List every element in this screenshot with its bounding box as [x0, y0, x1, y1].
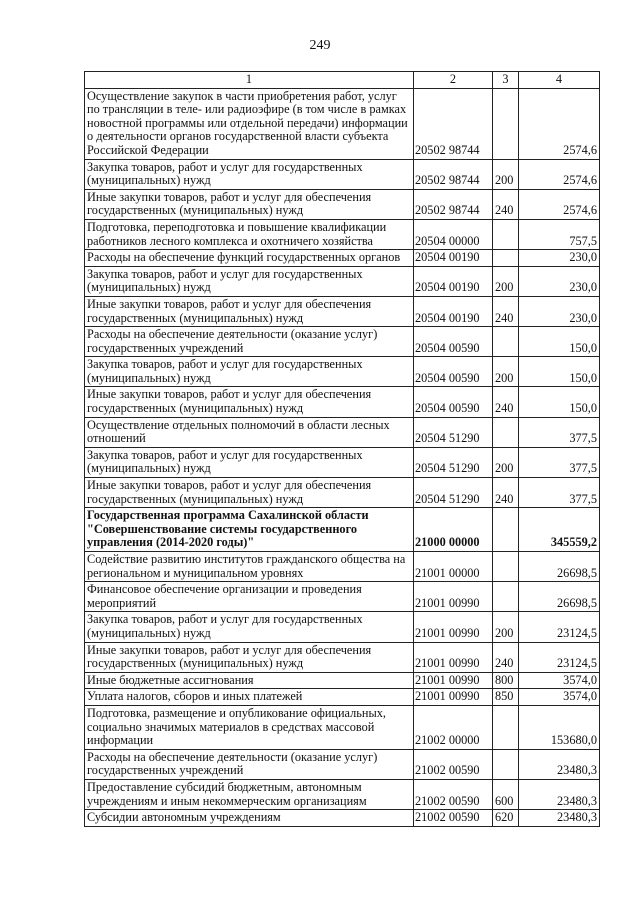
page-number: 249: [309, 38, 331, 53]
row-expense-type: [493, 749, 519, 779]
table-row: [85, 689, 600, 706]
row-sum: 153680,0: [519, 705, 600, 749]
row-code: 20504 51290: [414, 447, 493, 477]
row-code: 20502 98744: [414, 189, 493, 219]
row-expense-type: 240: [493, 642, 519, 672]
row-expense-type: [493, 327, 519, 357]
row-sum: 3574,0: [519, 672, 600, 689]
row-expense-type: 240: [493, 478, 519, 508]
row-expense-type: [493, 552, 519, 582]
row-name: Иные закупки товаров, работ и услуг для обеспечения государственных (муниципальных) нужд: [85, 642, 414, 672]
row-sum: 345559,2: [519, 508, 600, 552]
row-sum: 23480,3: [519, 810, 600, 827]
row-code: 21002 00590: [414, 749, 493, 779]
table-row: [85, 296, 600, 326]
row-sum: 23124,5: [519, 612, 600, 642]
row-expense-type: 200: [493, 159, 519, 189]
row-name: Осуществление закупок в части приобретения работ, услуг по трансляции в теле- или радиоэфире (в том числе в рамках новостной программы или отдельной передачи) информации о деятельности органов государственной власти субъекта Российской Федерации: [85, 88, 414, 159]
row-name: Иные бюджетные ассигнования: [85, 672, 414, 689]
row-code: 20504 00190: [414, 296, 493, 326]
row-code: 20504 00000: [414, 219, 493, 249]
row-sum: 377,5: [519, 478, 600, 508]
row-sum: 377,5: [519, 417, 600, 447]
header-col-2: 2: [414, 72, 493, 89]
row-sum: 150,0: [519, 327, 600, 357]
row-code: 21001 00990: [414, 582, 493, 612]
row-sum: 23480,3: [519, 779, 600, 809]
header-col-1: 1: [85, 72, 414, 89]
row-expense-type: 200: [493, 266, 519, 296]
row-expense-type: 800: [493, 672, 519, 689]
row-code: 20504 00190: [414, 266, 493, 296]
row-name: Иные закупки товаров, работ и услуг для обеспечения государственных (муниципальных) нужд: [85, 478, 414, 508]
row-expense-type: 240: [493, 296, 519, 326]
row-code: 20504 00590: [414, 387, 493, 417]
row-sum: 23480,3: [519, 749, 600, 779]
row-expense-type: 200: [493, 612, 519, 642]
row-expense-type: 200: [493, 357, 519, 387]
row-name: Субсидии автономным учреждениям: [85, 810, 414, 827]
row-expense-type: 240: [493, 387, 519, 417]
table-row: [85, 159, 600, 189]
header-col-4: 4: [519, 72, 600, 89]
table-row: [85, 357, 600, 387]
row-name: Расходы на обеспечение деятельности (оказание услуг) государственных учреждений: [85, 749, 414, 779]
table-row: [85, 642, 600, 672]
table-row: [85, 266, 600, 296]
row-name: Уплата налогов, сборов и иных платежей: [85, 689, 414, 706]
table-row: [85, 250, 600, 267]
table-row: [85, 749, 600, 779]
row-sum: 26698,5: [519, 582, 600, 612]
row-code: 20504 51290: [414, 417, 493, 447]
table-row: [85, 88, 600, 159]
row-sum: 2574,6: [519, 159, 600, 189]
table-row: [85, 779, 600, 809]
row-sum: 230,0: [519, 266, 600, 296]
row-name: Расходы на обеспечение деятельности (оказание услуг) государственных учреждений: [85, 327, 414, 357]
row-sum: 2574,6: [519, 88, 600, 159]
table-body: [85, 88, 600, 826]
row-expense-type: [493, 508, 519, 552]
table-row: [85, 478, 600, 508]
row-code: 21001 00990: [414, 612, 493, 642]
row-sum: 3574,0: [519, 689, 600, 706]
row-expense-type: [493, 705, 519, 749]
table-row: [85, 387, 600, 417]
row-code: 21002 00590: [414, 810, 493, 827]
row-code: 21001 00000: [414, 552, 493, 582]
row-code: 20502 98744: [414, 88, 493, 159]
row-expense-type: [493, 219, 519, 249]
row-sum: 377,5: [519, 447, 600, 477]
row-name: Закупка товаров, работ и услуг для государственных (муниципальных) нужд: [85, 266, 414, 296]
table-row: [85, 189, 600, 219]
row-name: Закупка товаров, работ и услуг для государственных (муниципальных) нужд: [85, 612, 414, 642]
row-expense-type: [493, 88, 519, 159]
row-sum: 230,0: [519, 250, 600, 267]
table-row: [85, 508, 600, 552]
row-sum: 150,0: [519, 387, 600, 417]
row-name: Иные закупки товаров, работ и услуг для обеспечения государственных (муниципальных) нужд: [85, 296, 414, 326]
row-expense-type: [493, 417, 519, 447]
row-code: 20502 98744: [414, 159, 493, 189]
row-sum: 757,5: [519, 219, 600, 249]
row-name: Подготовка, переподготовка и повышение квалификации работников лесного комплекса и охотничего хозяйства: [85, 219, 414, 249]
row-code: 21002 00590: [414, 779, 493, 809]
header-col-3: 3: [493, 72, 519, 89]
row-code: 20504 00590: [414, 357, 493, 387]
row-sum: 150,0: [519, 357, 600, 387]
table-row: [85, 672, 600, 689]
row-name: Осуществление отдельных полномочий в области лесных отношений: [85, 417, 414, 447]
row-expense-type: 620: [493, 810, 519, 827]
row-name: Содействие развитию институтов гражданского общества на региональном и муниципальном уровнях: [85, 552, 414, 582]
row-name: Закупка товаров, работ и услуг для государственных (муниципальных) нужд: [85, 357, 414, 387]
row-code: 20504 51290: [414, 478, 493, 508]
row-expense-type: [493, 250, 519, 267]
row-name: Государственная программа Сахалинской области "Совершенствование системы государственного управления (2014-2020 годы)": [85, 508, 414, 552]
table-row: [85, 705, 600, 749]
row-code: 20504 00190: [414, 250, 493, 267]
row-sum: 26698,5: [519, 552, 600, 582]
row-name: Закупка товаров, работ и услуг для государственных (муниципальных) нужд: [85, 447, 414, 477]
row-name: Закупка товаров, работ и услуг для государственных (муниципальных) нужд: [85, 159, 414, 189]
row-code: 21001 00990: [414, 689, 493, 706]
row-sum: 2574,6: [519, 189, 600, 219]
row-sum: 23124,5: [519, 642, 600, 672]
row-expense-type: [493, 582, 519, 612]
table-row: [85, 552, 600, 582]
row-code: 21000 00000: [414, 508, 493, 552]
row-name: Иные закупки товаров, работ и услуг для обеспечения государственных (муниципальных) нужд: [85, 387, 414, 417]
table-row: [85, 417, 600, 447]
row-name: Предоставление субсидий бюджетным, автономным учреждениям и иным некоммерческим организациям: [85, 779, 414, 809]
table-row: [85, 447, 600, 477]
row-expense-type: 200: [493, 447, 519, 477]
table-row: [85, 219, 600, 249]
row-code: 21001 00990: [414, 642, 493, 672]
row-expense-type: 240: [493, 189, 519, 219]
row-expense-type: 600: [493, 779, 519, 809]
budget-table: [84, 71, 600, 827]
row-name: Расходы на обеспечение функций государственных органов: [85, 250, 414, 267]
table-row: [85, 327, 600, 357]
row-name: Финансовое обеспечение организации и проведения мероприятий: [85, 582, 414, 612]
row-name: Подготовка, размещение и опубликование официальных, социально значимых материалов в средствах массовой информации: [85, 705, 414, 749]
table-row: [85, 582, 600, 612]
row-name: Иные закупки товаров, работ и услуг для обеспечения государственных (муниципальных) нужд: [85, 189, 414, 219]
row-expense-type: 850: [493, 689, 519, 706]
row-sum: 230,0: [519, 296, 600, 326]
table-row: [85, 810, 600, 827]
table-row: [85, 612, 600, 642]
header-row: [85, 72, 600, 89]
row-code: 20504 00590: [414, 327, 493, 357]
row-code: 21001 00990: [414, 672, 493, 689]
row-code: 21002 00000: [414, 705, 493, 749]
